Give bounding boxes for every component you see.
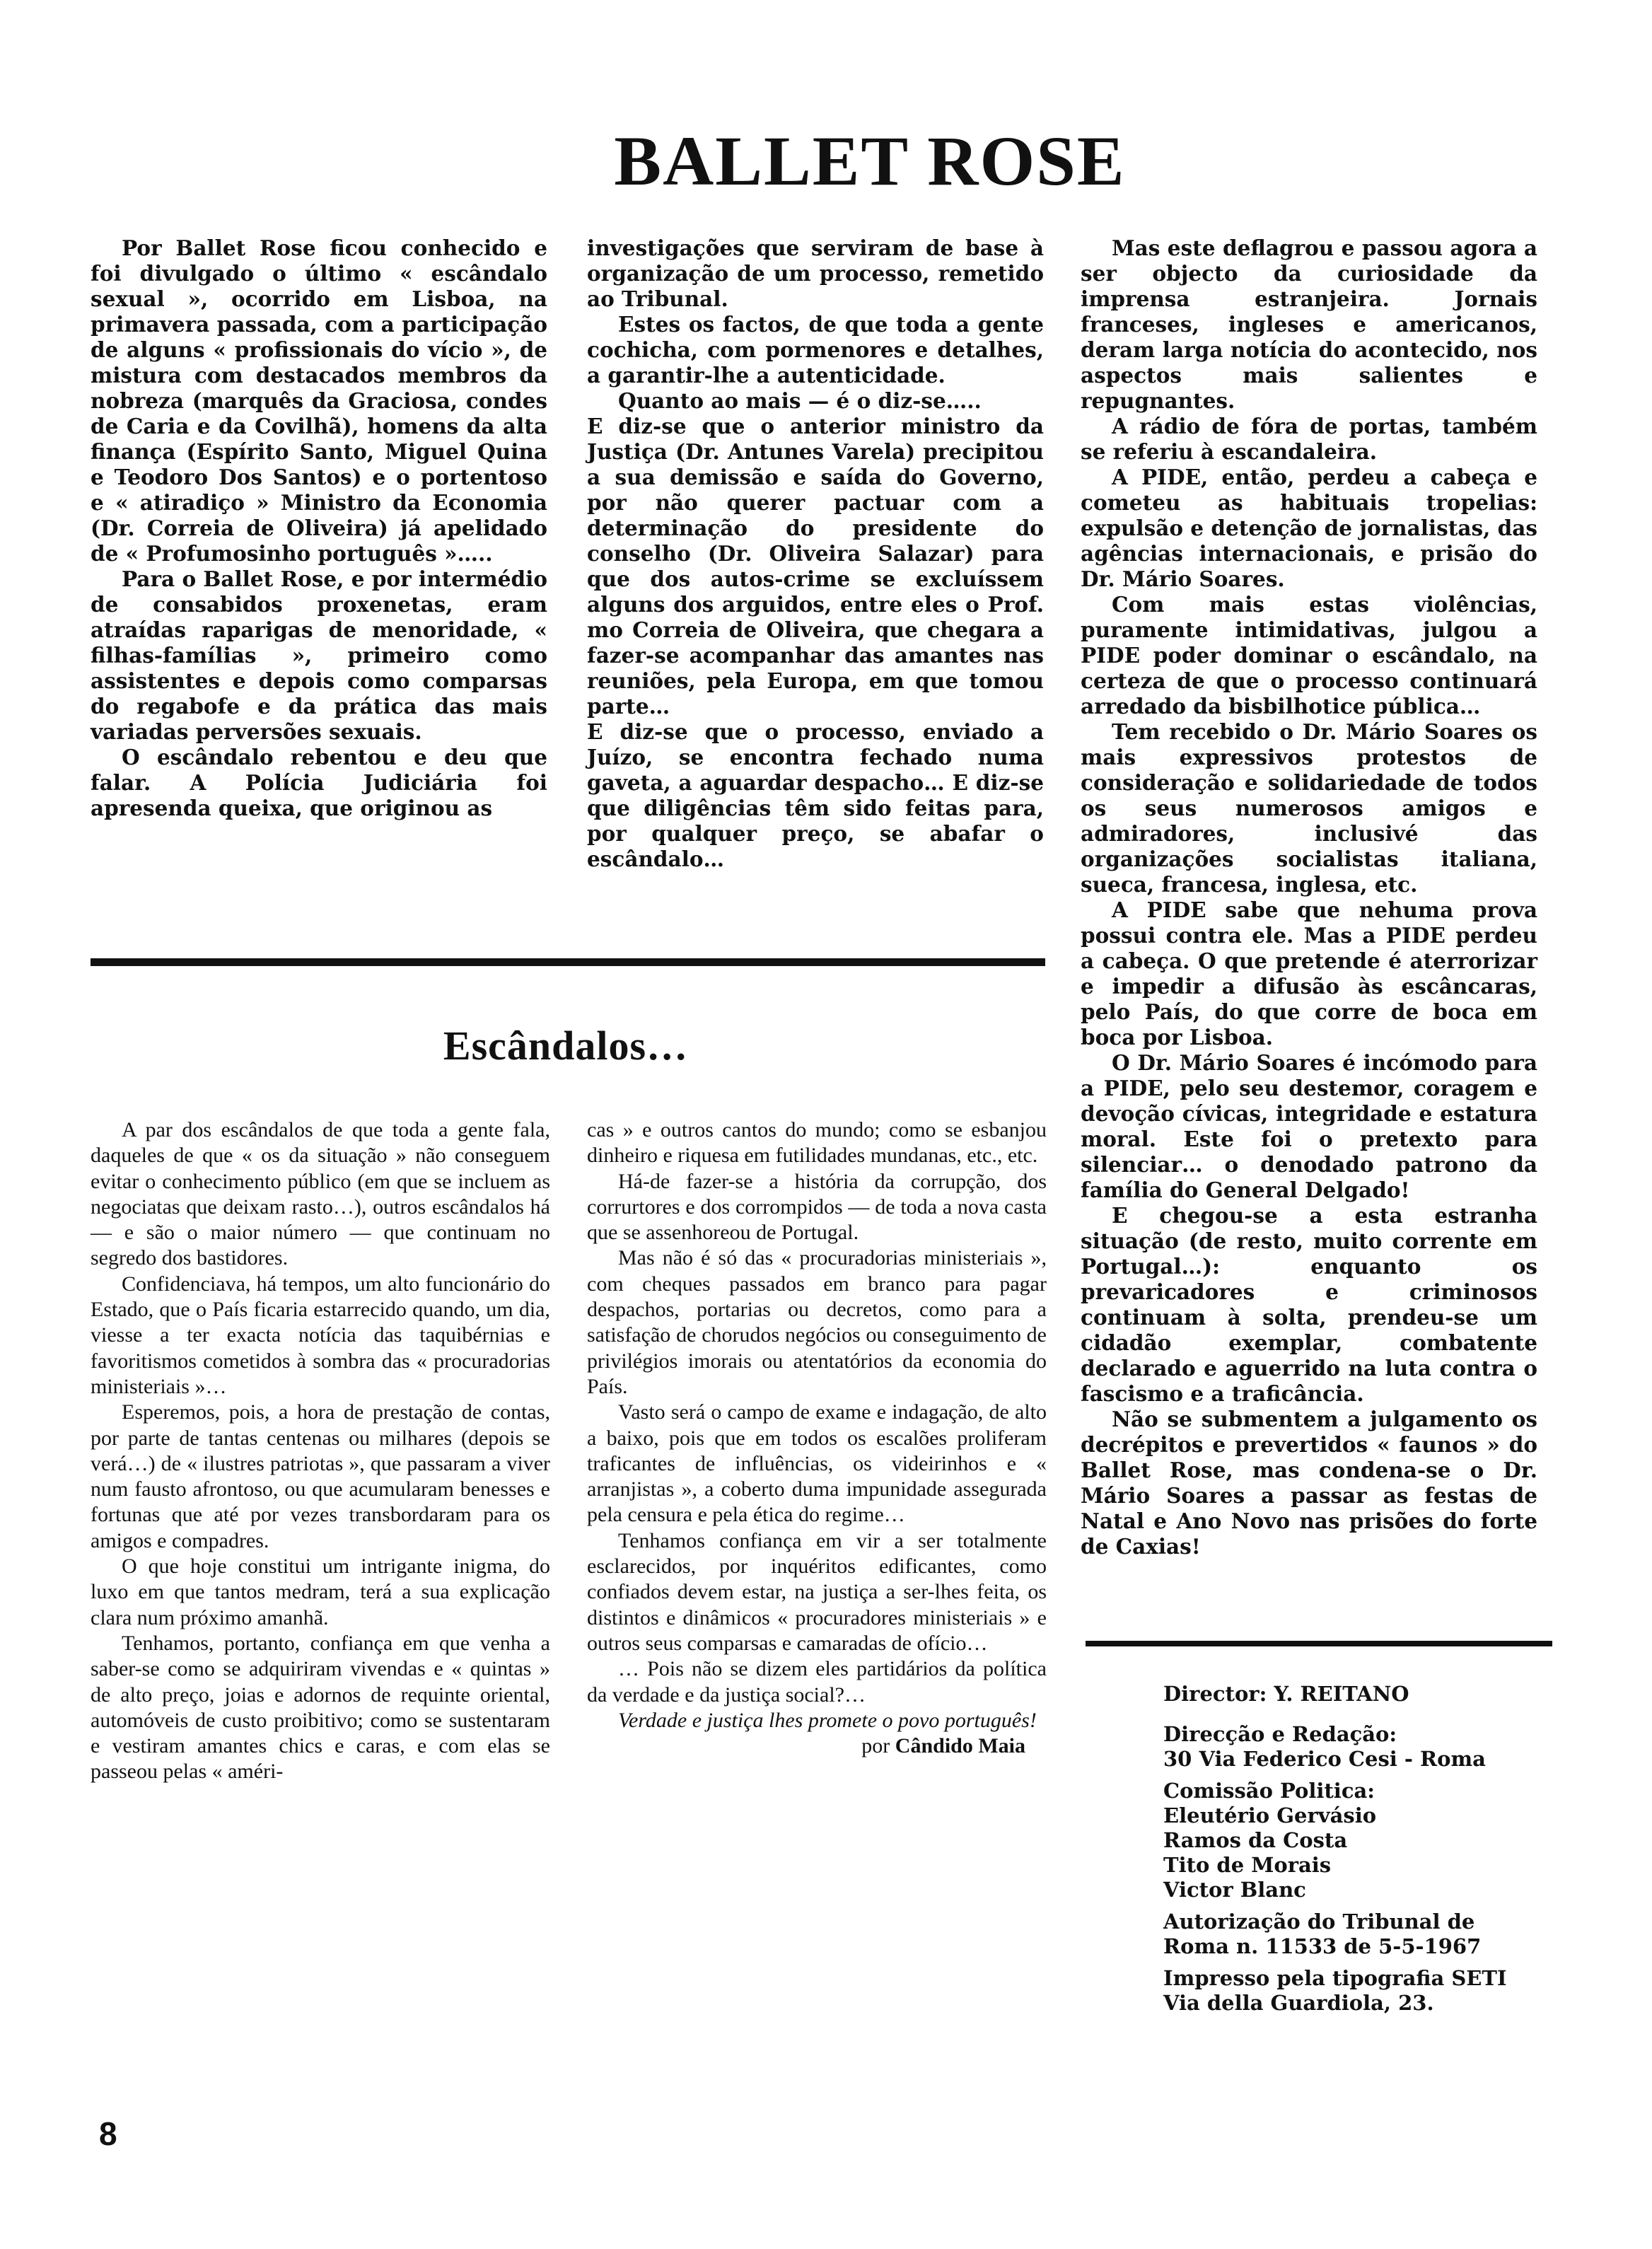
masthead-impresso: Via della Guardiola, 23. [1163,1991,1434,2015]
masthead-autorizacao: Autorização do Tribunal de [1163,1910,1475,1934]
paragraph: Não se submentem a julgamento os decrépitos e prevertidos « faunos » do Ballet Rose, mas condena-se o Dr. Mário Soares a passar as festas de Natal e Ano Novo nas prisões do forte de Caxias! [1081,1407,1537,1559]
paragraph: Confidenciava, há tempos, um alto funcionário do Estado, que o País ficaria estarrecido quando, um dia, viesse a ter exacta notícia das taquibérnias e favoritismos cometidos à sombra das « procuradorias ministeriais »… [91,1272,550,1398]
paragraph: Para o Ballet Rose, e por intermédio de consabidos proxenetas, eram atraídas raparigas de menoridade, « filhas-famílias », primeiro como assistentes e depois como comparsas do regabofe e da prática das mais variadas perversões sexuais. [91,566,547,744]
page-number: 8 [99,2115,117,2152]
masthead-member: Ramos da Costa [1163,1828,1348,1852]
masthead-autorizacao: Roma n. 11533 de 5-5-1967 [1163,1934,1482,1958]
paragraph: E diz-se que o anterior ministro da Justiça (Dr. Antunes Varela) precipitou a sua demissão e saída do Governo, por não querer pactuar com a determinação do presidente do conselho (Dr. Oliveira Salazar) para que dos autos-crime se excluíssem alguns dos arguidos, entre eles o Prof. mo Correia de Oliveira, que chegara a fazer-se acompanhar das amantes nas reuniões, pela Europa, em que tomou parte… [587,414,1044,719]
paragraph: Quanto ao mais — é o diz-se….. [618,388,982,413]
article-title-escandalos: Escândalos… [443,1023,689,1069]
masthead-member: Eleutério Gervásio [1163,1803,1377,1827]
byline-prefix: por [861,1734,890,1758]
paragraph: Tenhamos confiança em vir a ser totalmente esclarecidos, por inquéritos edificantes, como confiados devem estar, na justiça a ser-lhes feita, os distintos e dinâmicos « procuradores ministeriais » e outros seus comparsas e camaradas de ofício… [587,1528,1047,1655]
masthead-redacao-address: 30 Via Federico Cesi - Roma [1163,1747,1486,1771]
paragraph: Há-de fazer-se a história da corrupção, dos corrurtores e dos corrompidos — de toda a nova casta que se assenhoreou de Portugal. [587,1169,1047,1245]
paragraph: O que hoje constitui um intrigante inigma, do luxo em que tantos medram, terá a sua explicação clara num próximo amanhã. [91,1554,550,1629]
paragraph: Vasto será o campo de exame e indagação, de alto a baixo, pois que em todos os escalões proliferam traficantes de influências, os videirinhos e « arranjistas », a coberto duma impunidade assegurada pela censura e pela ética do regime… [587,1400,1047,1527]
closing-line: Verdade e justiça lhes promete o povo português! [618,1708,1037,1732]
masthead-comissao-label: Comissão Politica: [1163,1779,1375,1803]
article1-column-2 [587,236,1044,872]
paragraph: A par dos escândalos de que toda a gente fala, daqueles de que « os da situação » não conseguem evitar o conhecimento público (em que se incluem as negociatas que deixam rasto…), outros escândalos há — e são o maior número — que continuam no segredo dos bastidores. [91,1118,550,1270]
article1-column-3 [1081,236,1537,1559]
paragraph: A rádio de fóra de portas, também se referiu à escandaleira. [1081,414,1537,464]
paragraph: O Dr. Mário Soares é incómodo para a PIDE, pelo seu destemor, coragem e devoção cívicas, integridade e estatura moral. Este foi o pretexto para silenciar… o denodado patrono da família do General Delgado! [1081,1050,1537,1202]
article-title-ballet-rose: BALLET ROSE [614,122,1126,200]
masthead-rule [1086,1641,1552,1646]
byline-author: Cândido Maia [895,1734,1025,1758]
paragraph: O escândalo rebentou e deu que falar. A Polícia Judiciária foi apresenda queixa, que originou as [91,745,547,820]
paragraph: cas » e outros cantos do mundo; como se esbanjou dinheiro e riquesa em futilidades mundanas, etc., etc. [587,1118,1047,1168]
paragraph: Estes os factos, de que toda a gente cochicha, com pormenores e detalhes, a garantir-lhe a autenticidade. [587,312,1044,388]
article2-column-1 [91,1117,550,1785]
paragraph: Esperemos, pois, a hora de prestação de contas, por parte de tantas centenas ou milhares (depois se verá…) de « ilustres patriotas », que passaram a viver num fausto afrontoso, ou que acumularam benesses e fortunas que até por vezes transbordaram para os amigos e compadres. [91,1400,550,1552]
paragraph: A PIDE, então, perdeu a cabeça e cometeu as habituais tropelias: expulsão e detenção de jornalistas, das agências internacionais, e prisão do Dr. Mário Soares. [1081,465,1537,591]
masthead-member: Victor Blanc [1163,1878,1306,1902]
masthead-redacao-label: Direcção e Redação: [1163,1722,1397,1746]
paragraph: Mas não é só das « procuradorias ministeriais », com cheques passados em branco para pagar despachos, portarias ou decretos, como para a satisfação de chorudos negócios ou conseguimento de privilégios imorais ou atentatórios da economia do País. [587,1246,1047,1398]
paragraph: E chegou-se a esta estranha situação (de resto, muito corrente em Portugal…): enquanto os prevaricadores e criminosos continuam à solta, prendeu-se um cidadão exemplar, combatente declarado e aguerrido na luta contra o fascismo e a traficância. [1081,1203,1537,1406]
byline [587,1733,1047,1759]
masthead-impresso: Impresso pela tipografia SETI [1163,1966,1507,1990]
paragraph: investigações que serviram de base à organização de um processo, remetido ao Tribunal. [587,236,1044,311]
paragraph: Mas este deflagrou e passou agora a ser objecto da curiosidade da imprensa estranjeira. Jornais franceses, ingleses e americanos, deram larga notícia do acontecido, nos aspectos mais salientes e repugnantes. [1081,236,1537,413]
paragraph: Tenhamos, portanto, confiança em que venha a saber-se como se adquiriram vivendas e « quintas » de alto preço, joias e adornos de requinte oriental, automóveis de custo proibitivo; como se sustentaram e vestiram amantes chics e caras, e com elas se passeou pelas « améri- [91,1631,550,1784]
paragraph: E diz-se que o processo, enviado a Juízo, se encontra fechado numa gaveta, a aguardar despacho… E diz-se que diligências têm sido feitas para, por qualquer preço, se abafar o escândalo… [587,719,1044,871]
article2-column-2 [587,1117,1047,1759]
paragraph: … Pois não se dizem eles partidários da política da verdade e da justiça social?… [587,1657,1047,1707]
paragraph: Tem recebido o Dr. Mário Soares os mais expressivos protestos de consideração e solidariedade de todos os seus numerosos amigos e admiradores, inclusivé das organizações socialistas italiana, sueca, francesa, inglesa, etc. [1081,719,1537,897]
paragraph: Por Ballet Rose ficou conhecido e foi divulgado o último « escândalo sexual », ocorrido em Lisboa, na primavera passada, com a participação de alguns « profissionais do vício », de mistura com destacados membros da nobreza (marquês da Graciosa, condes de Caria e da Covilhã), homens da alta finança (Espírito Santo, Miguel Quina e Teodoro Dos Santos) e o portentoso e « atiradiço » Ministro da Economia (Dr. Correia de Oliveira) já apelidado de « Profumosinho português »….. [91,236,547,566]
masthead [1163,1682,1559,2023]
paragraph: Com mais estas violências, puramente intimidativas, julgou a PIDE poder dominar o escândalo, na certeza de que o processo continuará arredado da bisbilhotice pública… [1081,592,1537,719]
masthead-director: Director: Y. REITANO [1163,1682,1409,1706]
masthead-member: Tito de Morais [1163,1853,1332,1877]
horizontal-rule [91,958,1045,966]
paragraph: A PIDE sabe que nehuma prova possui contra ele. Mas a PIDE perdeu a cabeça. O que pretende é aterrorizar e impedir a difusão às escâncaras, pelo País, do que corre de boca em boca por Lisboa. [1081,897,1537,1050]
article1-column-1 [91,236,547,821]
